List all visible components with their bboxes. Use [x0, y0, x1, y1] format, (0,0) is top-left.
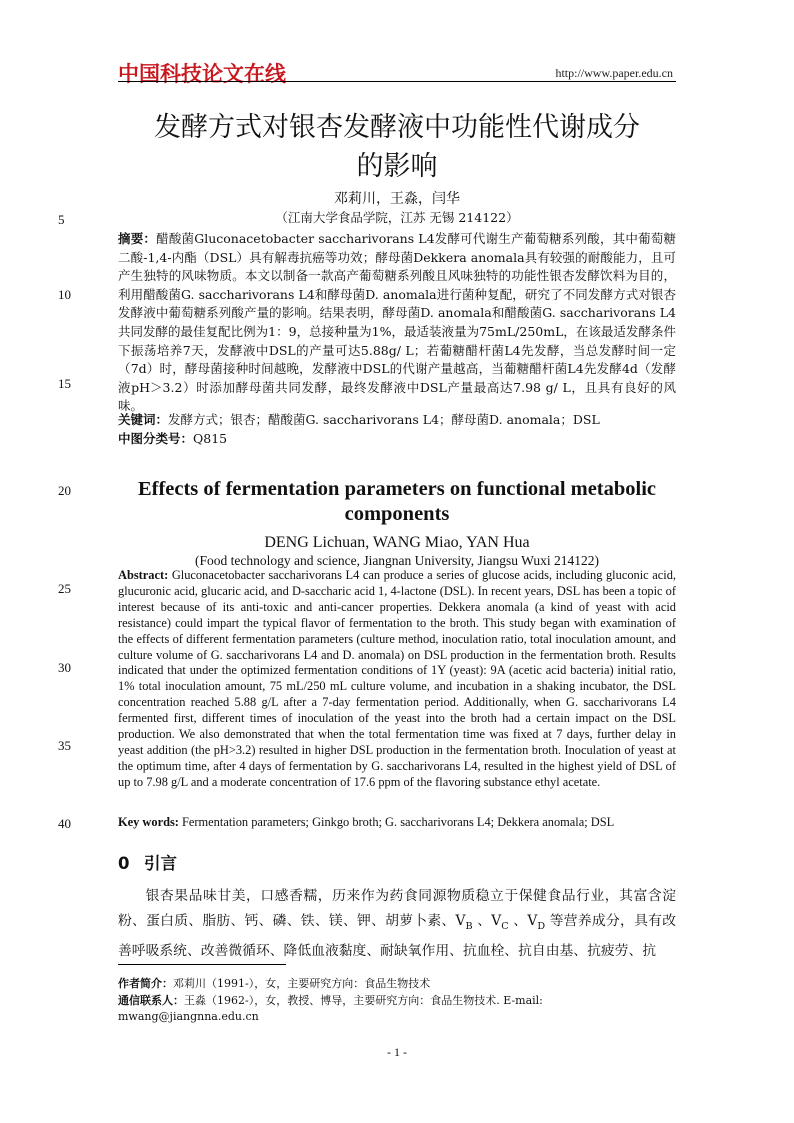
footnote-contact [118, 993, 678, 1025]
journal-logo: 中国科技论文在线 [118, 62, 286, 86]
intro-sep-2: 、V [508, 912, 538, 929]
subscript-d: D [537, 920, 546, 932]
abstract-cn-text: 醋酸菌Gluconacetobacter saccharivorans L4发酵可代谢生产葡萄糖系列酸，其中葡萄糖二酸-1,4-内酯（DSL）具有解毒抗癌等功效；酵母菌Dekkera anomala具有较强的耐酸能力，且可产生独特的风味物质。本文以制备一款高产葡萄糖系列酸且风味独特的功能性银杏发酵饮料为目的，利用醋酸菌G. saccharivorans L4和酵母菌D. anomala进行菌种复配，研究了不同发酵方式对银杏发酵液中葡萄糖系列酸产量的影响。结果表明，酵母菌D. anomala和醋酸菌G. saccharivorans L4共同发酵的最佳复配比例为1：9，总接种量为1%，最适装液量为75mL/250mL，在该最适发酵条件下振荡培养7天，发酵液中DSL的产量可达5.88g/ L；若葡糖醋杆菌L4先发酵，当总发酵时间一定（7d）时，酵母菌接种时间越晚，发酵液中DSL的代谢产量越高，当葡糖醋杆菌L4先发酵4d（发酵液pH＞3.2）时添加酵母菌共同发酵，最终发酵液中DSL产量最高达7.98 g/ L，且具有良好的风味。 [118, 231, 676, 414]
paper-title-en-line2: components [344, 503, 450, 525]
header-url[interactable]: http://www.paper.edu.cn [555, 66, 673, 80]
intro-text-2: 等营养成分，具有改善呼吸系统、改善微循环、降低血液黏度、耐缺氧作用、抗血栓、抗自由基、抗疲劳、抗 [118, 912, 676, 959]
intro-paragraph [118, 884, 676, 963]
classification-cn [118, 430, 676, 448]
affiliation-en: (Food technology and science, Jiangnan University, Jiangsu Wuxi 214122) [194, 553, 599, 568]
line-number: 40 [58, 816, 71, 831]
classification-cn-label: 中图分类号： [118, 431, 194, 446]
paper-title-cn [118, 108, 676, 186]
footnote-contact-text: 王淼（1962-），女，教授、博导，主要研究方向：食品生物技术. E-mail: mwang@jiangnna.edu.cn [118, 994, 543, 1023]
paper-title-en-line1: Effects of fermentation parameters on functional metabolic [137, 478, 657, 500]
line-number: 10 [58, 287, 71, 302]
keywords-en [118, 814, 676, 830]
line-number: 35 [58, 738, 71, 753]
subscript-c: C [501, 920, 509, 932]
footnote-divider [118, 964, 286, 965]
page-number: - 1 - [387, 1045, 407, 1059]
intro-sep-1: 、V [472, 912, 502, 929]
footnote-contact-label: 通信联系人： [118, 994, 184, 1007]
paper-title-en [118, 477, 676, 527]
section-title: 引言 [144, 854, 177, 873]
section-number: 0 [118, 854, 130, 873]
keywords-en-label: Key words: [118, 815, 179, 829]
abstract-cn [118, 230, 676, 416]
keywords-cn [118, 411, 676, 429]
abstract-en-text: Gluconacetobacter saccharivorans L4 can produce a series of glucose acids, including gluconic acid, glucuronic acid, glucaric acid, and D-saccharic acid 1, 4-lactone (DSL). In recent years, DSL has been a topic of interest because of its anti-toxic and anti-cancer properties. Dekkera anomala (a kind of yeast with acid resistance) could impart the typical flavor of fermentation to the broth. This study began with examination of the effects of different fermentation parameters (culture method, inoculation ratio, total inoculation amount, and culture volume of G. saccharivorans L4 and D. anomala) on DSL production in the fermentation broth. Results indicated that under the optimized fermentation conditions of 1Y (yeast): 9A (acetic acid bacteria) initial ratio, 1% total inoculation amount, 75 mL/250 mL culture volume, and incubation in a shaking incubator, the DSL concentration reached 5.88 g/L after a 7-day fermentation period. Additionally, when G. saccharivorans L4 fermented first, different times of inoculation of the yeast into the broth had a certain impact on the DSL production. We also demonstrated that when the total fermentation time was fixed at 7 days, further delay in yeast addition (the pH>3.2) resulted in higher DSL production in the fermentation broth. Inoculation of yeast at the optimum time, after 4 days of fermentation by G. saccharivorans L4, resulted in the highest yield of DSL of up to 7.98 g/L and a moderate concentration of 17.6 ppm of the flavoring substance ethyl acetate. [118, 568, 676, 789]
paper-title-cn-line2: 的影响 [356, 151, 438, 182]
keywords-cn-text: 发酵方式；银杏；醋酸菌G. saccharivorans L4；酵母菌D. anomala；DSL [168, 412, 600, 427]
authors-cn: 邓莉川，王淼，闫华 [334, 191, 460, 207]
affiliation-cn: （江南大学食品学院，江苏 无锡 214122） [275, 210, 519, 225]
authors-en: DENG Lichuan, WANG Miao, YAN Hua [264, 534, 530, 551]
section-heading [118, 850, 177, 874]
line-number: 15 [58, 376, 71, 391]
line-number: 5 [58, 212, 65, 227]
abstract-en [118, 568, 676, 791]
line-number: 30 [58, 660, 71, 675]
abstract-cn-label: 摘要： [118, 231, 157, 246]
classification-cn-text: Q815 [193, 431, 228, 446]
line-number: 20 [58, 483, 71, 498]
subscript-b: B [465, 920, 473, 932]
footnote-author-text: 邓莉川（1991-），女，主要研究方向：食品生物技术 [173, 977, 431, 990]
keywords-en-text: Fermentation parameters; Ginkgo broth; G. saccharivorans L4; Dekkera anomala; DSL [182, 815, 615, 829]
abstract-en-label: Abstract: [118, 568, 169, 582]
footnote-author-label: 作者简介： [118, 977, 173, 990]
keywords-cn-label: 关键词： [118, 412, 169, 427]
header-divider [118, 81, 676, 82]
paper-title-cn-line1: 发酵方式对银杏发酵液中功能性代谢成分 [154, 112, 640, 143]
intro-text-1: 银杏果品味甘美，口感香糯，历来作为药食同源物质稳立于保健食品行业，其富含淀粉、蛋白质、脂肪、钙、磷、铁、镁、钾、胡萝卜素、V [118, 888, 676, 929]
line-number: 25 [58, 581, 71, 596]
footnote-author [118, 976, 678, 992]
